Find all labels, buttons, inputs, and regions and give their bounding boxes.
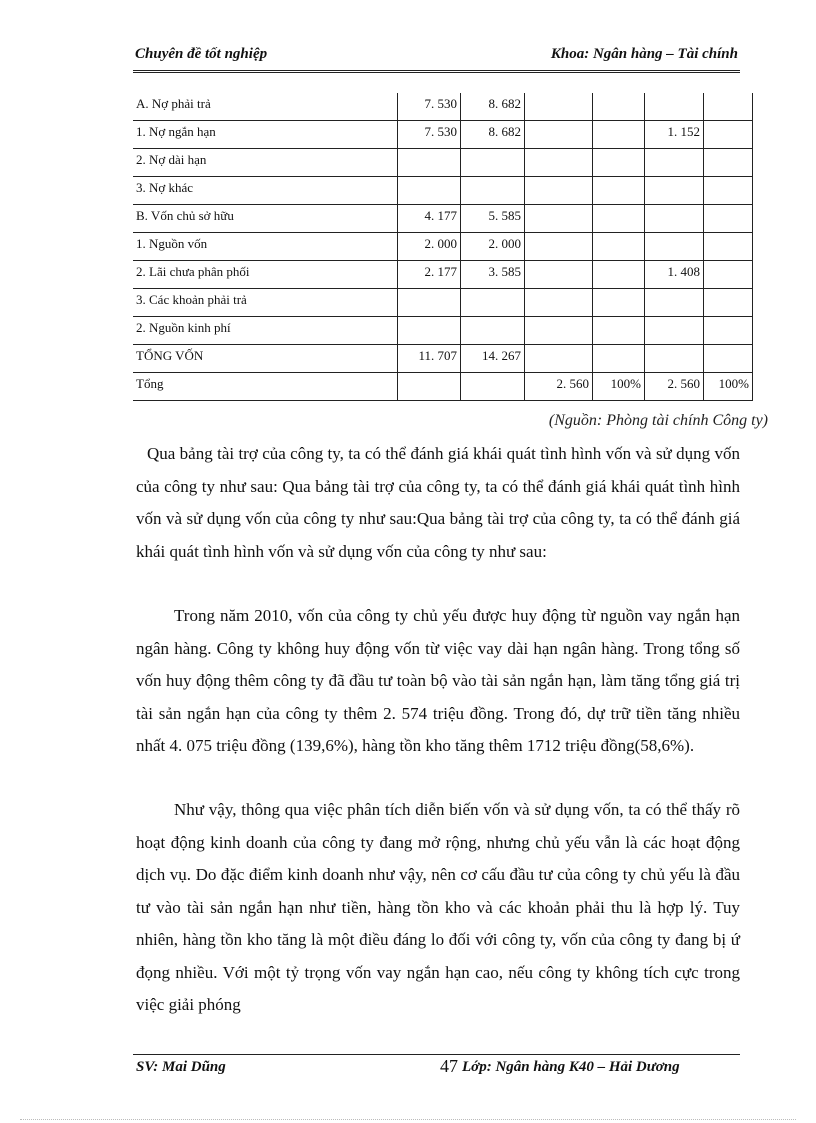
value-cell: 2. 560 [525, 373, 593, 401]
value-cell [704, 233, 753, 261]
row-label-cell: 3. Các khoản phải trả [133, 289, 398, 317]
value-cell [461, 373, 525, 401]
value-cell [593, 317, 645, 345]
value-cell [525, 121, 593, 149]
footer-divider [133, 1054, 740, 1055]
header-title: Chuyên đề tốt nghiệp [135, 46, 268, 62]
value-cell [704, 205, 753, 233]
value-cell [645, 289, 704, 317]
page-number: 47 [440, 1056, 458, 1076]
value-cell: 2. 177 [398, 261, 461, 289]
table-row [133, 121, 753, 149]
value-cell: 4. 177 [398, 205, 461, 233]
paragraph-2010-funding: Trong năm 2010, vốn của công ty chủ yếu được huy động từ nguồn vay ngắn hạn ngân hàng. Công ty không huy động vốn từ việc vay dài hạn ngân hàng. Trong tổng số vốn huy động thêm công ty đã đầu tư toàn bộ vào tài sản ngắn hạn, làm tăng tổng giá trị tài sản ngắn hạn của công ty thêm 2. 574 triệu đồng. Trong đó, dự trữ tiền tăng nhiều nhất 4. 075 triệu đồng (139,6%), hàng tồn kho tăng thêm 1712 triệu đồng(58,6%). [136, 606, 740, 755]
value-cell [398, 289, 461, 317]
value-cell [645, 317, 704, 345]
value-cell [593, 121, 645, 149]
value-cell: 3. 585 [461, 261, 525, 289]
row-label-cell: Tổng [133, 373, 398, 401]
value-cell [398, 317, 461, 345]
value-cell [704, 177, 753, 205]
row-label-cell: 2. Nợ dài hạn [133, 149, 398, 177]
value-cell [525, 93, 593, 121]
footer-class: Lớp: Ngân hàng K40 – Hải Dương [462, 1059, 680, 1075]
value-cell [461, 149, 525, 177]
table-row [133, 205, 753, 233]
value-cell [593, 289, 645, 317]
paragraph-intro: Qua bảng tài trợ của công ty, ta có thể đánh giá khái quát tình hình vốn và sử dụng vốn của công ty như sau: Qua bảng tài trợ của công ty, ta có thể đánh giá khái quát tình hình vốn và sử dụng vốn của công ty như sau:Qua bảng tài trợ của công ty, ta có thể đánh giá khái quát tình hình vốn và sử dụng vốn của công ty như sau: [136, 444, 740, 561]
value-cell [398, 149, 461, 177]
value-cell [645, 149, 704, 177]
page-header [133, 44, 740, 68]
value-cell [593, 205, 645, 233]
table-row [133, 233, 753, 261]
row-label-cell: 1. Nguồn vốn [133, 233, 398, 261]
page-edge-dotted-line [20, 1119, 796, 1120]
row-label-cell: 1. Nợ ngắn hạn [133, 121, 398, 149]
row-label-cell: B. Vốn chủ sở hữu [133, 205, 398, 233]
value-cell [593, 261, 645, 289]
value-cell [704, 261, 753, 289]
value-cell [461, 177, 525, 205]
footer-student: SV: Mai Dũng [136, 1059, 226, 1075]
value-cell: 100% [593, 373, 645, 401]
value-cell: 7. 530 [398, 121, 461, 149]
value-cell [704, 149, 753, 177]
table-row [133, 289, 753, 317]
value-cell [525, 149, 593, 177]
row-label-cell: 2. Nguồn kinh phí [133, 317, 398, 345]
value-cell [398, 373, 461, 401]
value-cell: 2. 000 [398, 233, 461, 261]
value-cell [645, 177, 704, 205]
row-label-cell: 2. Lãi chưa phân phối [133, 261, 398, 289]
table-row [133, 149, 753, 177]
value-cell: 11. 707 [398, 345, 461, 373]
value-cell [645, 205, 704, 233]
value-cell: 2. 560 [645, 373, 704, 401]
value-cell [525, 345, 593, 373]
value-cell [461, 289, 525, 317]
value-cell [593, 93, 645, 121]
value-cell [525, 261, 593, 289]
page-footer [133, 1056, 740, 1082]
table-row [133, 373, 753, 401]
table-row [133, 345, 753, 373]
value-cell [398, 177, 461, 205]
value-cell [593, 345, 645, 373]
value-cell: 14. 267 [461, 345, 525, 373]
table-row [133, 317, 753, 345]
row-label-cell: TỔNG VỐN [133, 345, 398, 373]
value-cell [525, 205, 593, 233]
header-divider [133, 70, 740, 73]
value-cell [704, 289, 753, 317]
header-department: Khoa: Ngân hàng – Tài chính [550, 46, 738, 62]
value-cell [593, 177, 645, 205]
value-cell [525, 289, 593, 317]
value-cell: 7. 530 [398, 93, 461, 121]
value-cell [593, 149, 645, 177]
value-cell [593, 233, 645, 261]
table-row [133, 177, 753, 205]
value-cell [645, 233, 704, 261]
value-cell: 1. 152 [645, 121, 704, 149]
value-cell [704, 121, 753, 149]
value-cell: 1. 408 [645, 261, 704, 289]
value-cell: 8. 682 [461, 121, 525, 149]
value-cell [704, 93, 753, 121]
row-label-cell: A. Nợ phải trả [133, 93, 398, 121]
value-cell [704, 317, 753, 345]
table-source-note: (Nguồn: Phòng tài chính Công ty) [548, 412, 768, 429]
row-label-cell: 3. Nợ khác [133, 177, 398, 205]
value-cell [704, 345, 753, 373]
value-cell [645, 345, 704, 373]
paragraph-analysis: Như vậy, thông qua việc phân tích diễn biến vốn và sử dụng vốn, ta có thể thấy rõ hoạt động kinh doanh của công ty đang mở rộng, nhưng chủ yếu vẫn là các hoạt động dịch vụ. Do đặc điểm kinh doanh như vậy, nên cơ cấu đầu tư của công ty chủ yếu là đầu tư vào tài sản ngắn hạn như tiền, hàng tồn kho và các khoản phải thu là hợp lý. Tuy nhiên, hàng tồn kho tăng là một điều đáng lo đối với công ty, vốn của công ty đang bị ứ đọng nhiều. Với một tỷ trọng vốn vay ngắn hạn cao, nếu công ty không tích cực trong việc giải phóng [136, 800, 740, 1014]
table-row [133, 261, 753, 289]
value-cell [525, 317, 593, 345]
value-cell [645, 93, 704, 121]
value-cell: 5. 585 [461, 205, 525, 233]
value-cell: 100% [704, 373, 753, 401]
value-cell [525, 233, 593, 261]
funding-table [133, 93, 753, 401]
value-cell [525, 177, 593, 205]
value-cell: 8. 682 [461, 93, 525, 121]
table-row [133, 93, 753, 121]
value-cell: 2. 000 [461, 233, 525, 261]
value-cell [461, 317, 525, 345]
